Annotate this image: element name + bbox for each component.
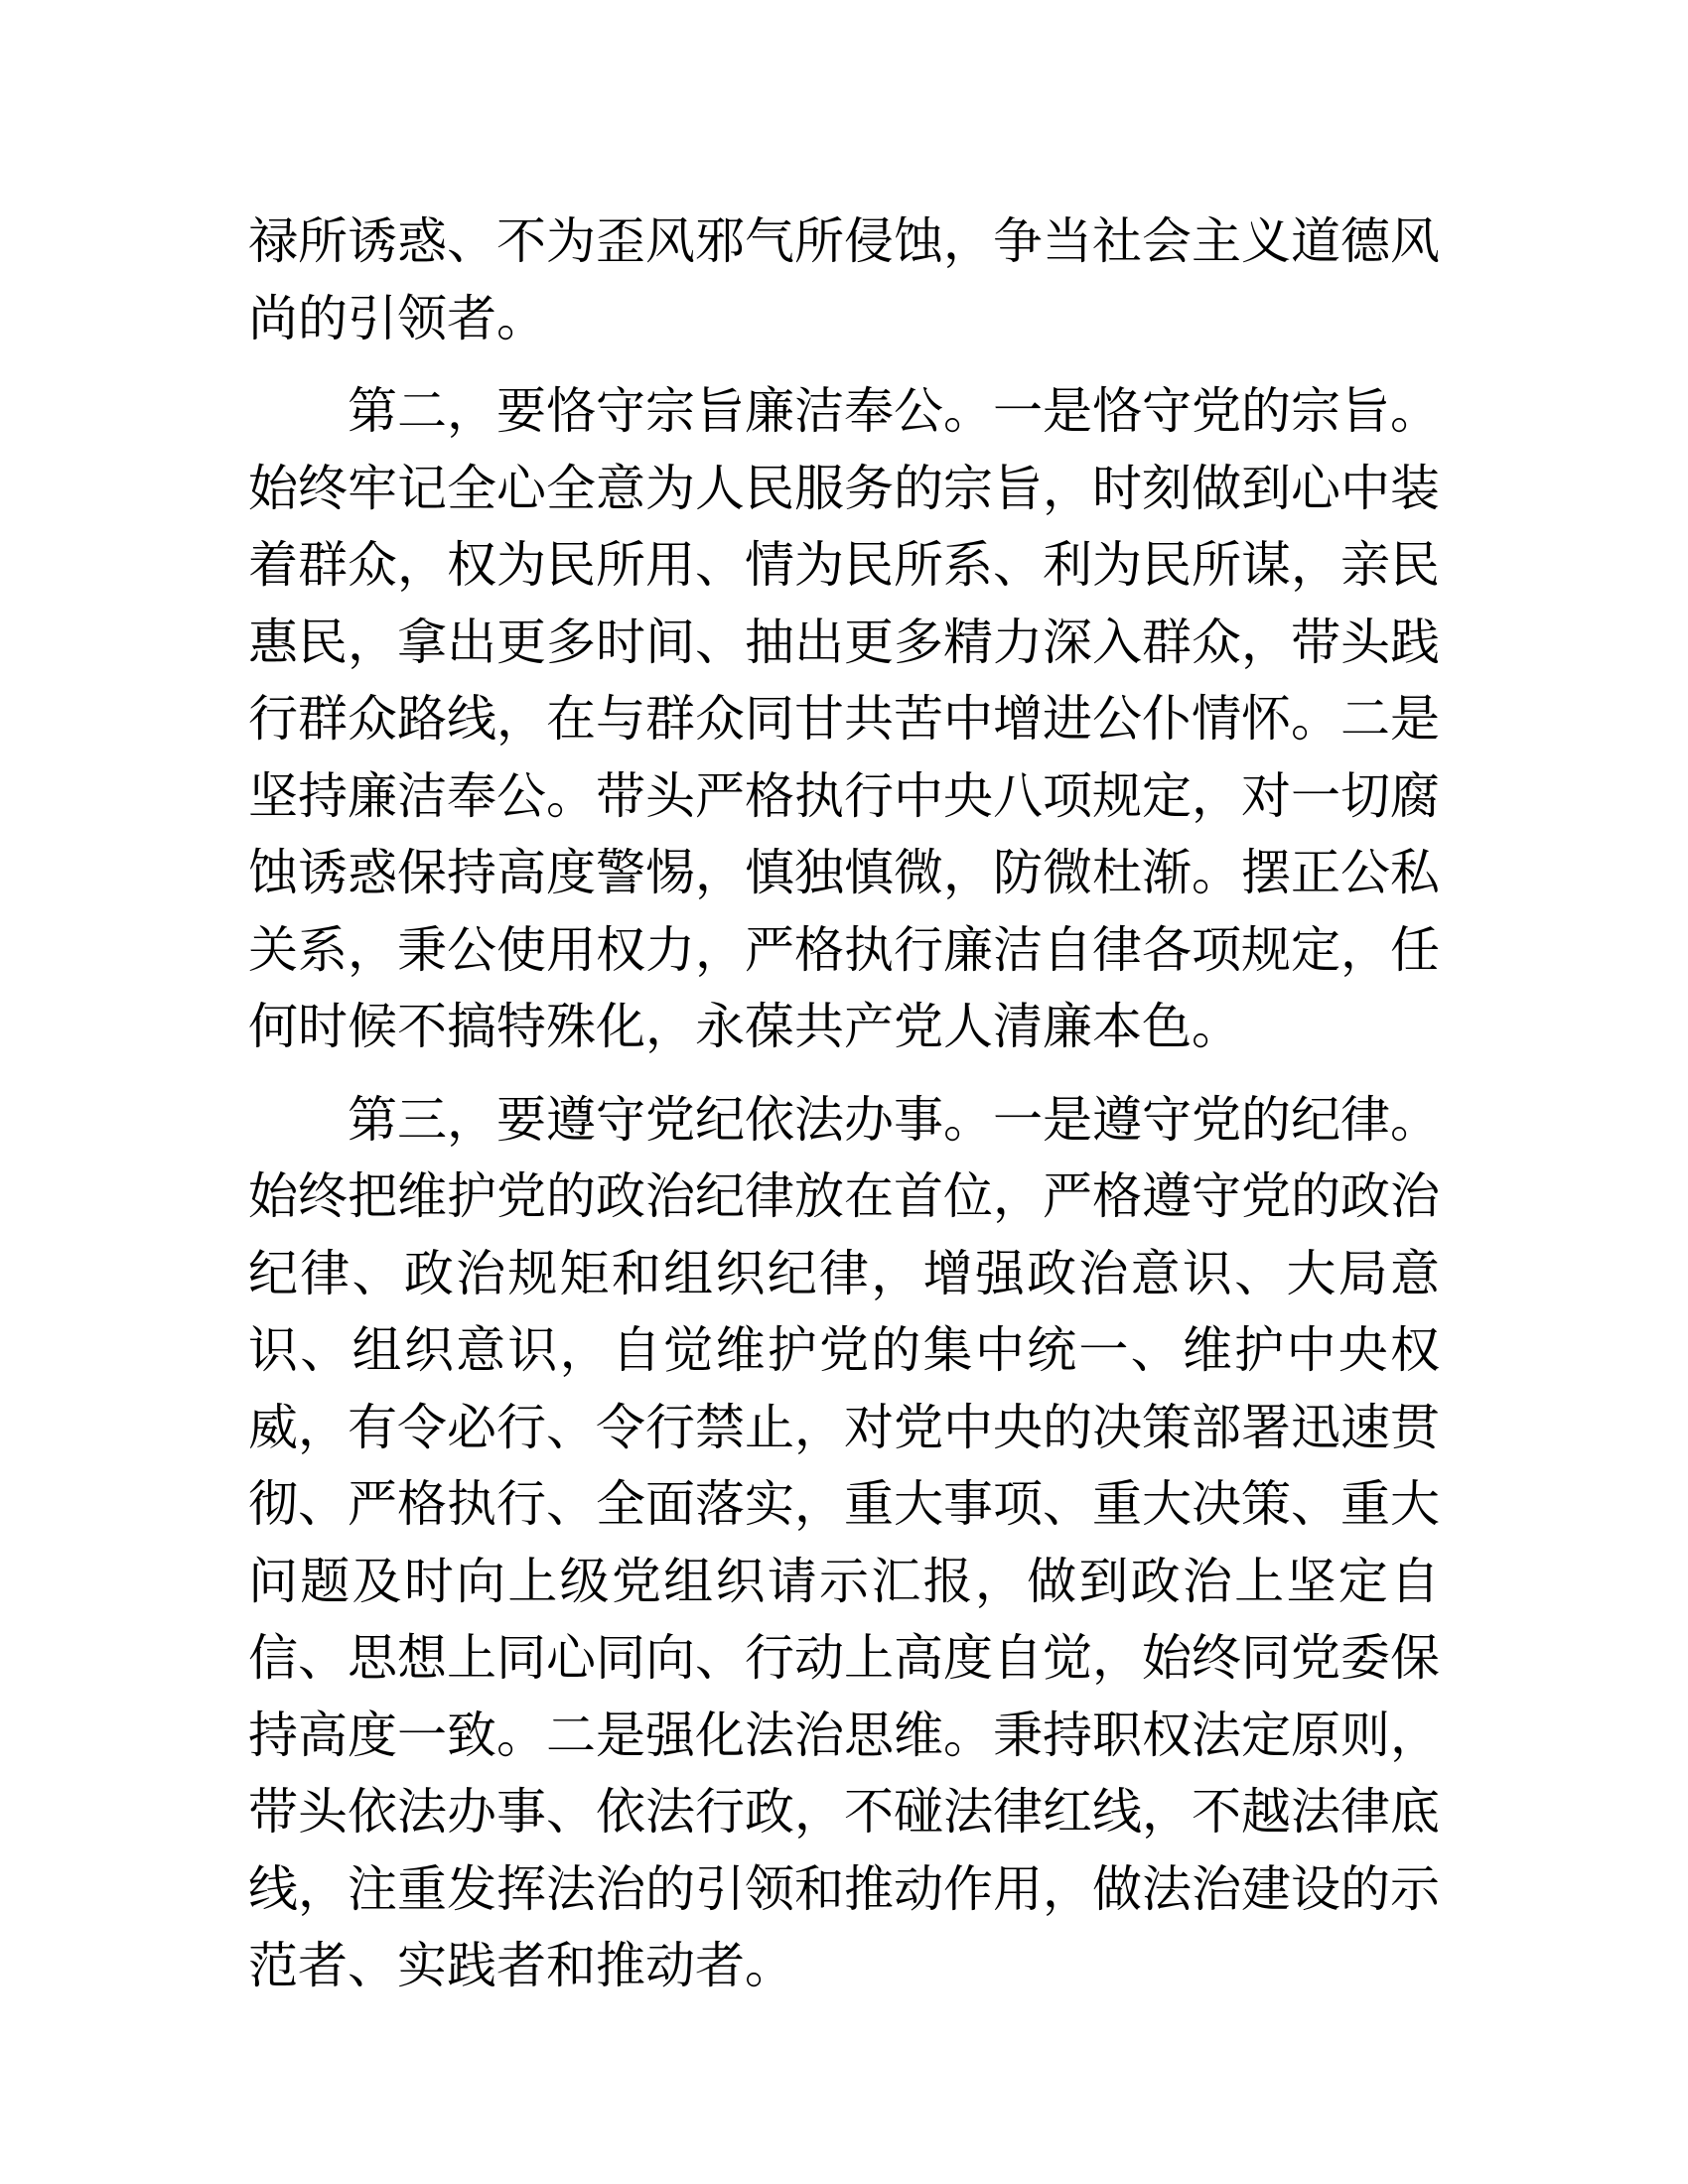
- document-body: [248, 204, 1440, 2005]
- paragraph-third-point: 第三，要遵守党纪依法办事。一是遵守党的纪律。始终把维护党的政治纪律放在首位，严格遵守党的政治纪律、政治规矩和组织纪律，增强政治意识、大局意识、组织意识，自觉维护党的集中统一、维护中央权威，有令必行、令行禁止，对党中央的决策部署迅速贯彻、严格执行、全面落实，重大事项、重大决策、重大问题及时向上级党组织请示汇报，做到政治上坚定自信、思想上同心同向、行动上高度自觉，始终同党委保持高度一致。二是强化法治思维。秉持职权法定原则，带头依法办事、依法行政，不碰法律红线，不越法律底线，注重发挥法治的引领和推动作用，做法治建设的示范者、实践者和推动者。: [248, 1090, 1440, 1994]
- paragraph-second-point: 第二，要恪守宗旨廉洁奉公。一是恪守党的宗旨。始终牢记全心全意为人民服务的宗旨，时刻做到心中装着群众，权为民所用、情为民所系、利为民所谋，亲民惠民，拿出更多时间、抽出更多精力深入群众，带头践行群众路线，在与群众同甘共苦中增进公仆情怀。二是坚持廉洁奉公。带头严格执行中央八项规定，对一切腐蚀诱惑保持高度警惕，慎独慎微，防微杜渐。摆正公私关系，秉公使用权力，严格执行廉洁自律各项规定，任何时候不搞特殊化，永葆共产党人清廉本色。: [248, 382, 1440, 1055]
- paragraph-continuation: 禄所诱惑、不为歪风邪气所侵蚀，争当社会主义道德风尚的引领者。: [248, 212, 1440, 347]
